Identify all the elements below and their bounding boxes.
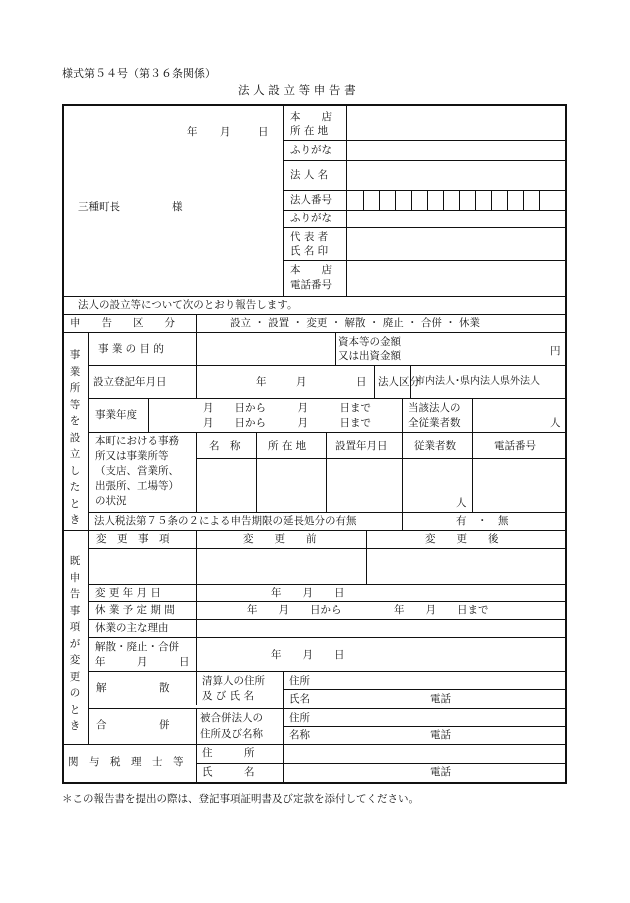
fiscal-year-line-2: 月 日から 月 日まで: [203, 417, 371, 429]
col-name: 名 称: [209, 440, 241, 452]
col-phone: 電話番号: [494, 440, 536, 452]
corp-class-label: 法人区分: [378, 376, 420, 388]
date-day: 日: [258, 126, 269, 138]
accountant-phone: 電話: [430, 766, 451, 778]
fiscal-year-label: 事業年度: [95, 409, 137, 421]
addressee: 三種町長: [78, 201, 120, 213]
col-location: 所 在 地: [268, 440, 307, 452]
merged-address: 住所: [289, 712, 310, 724]
liquidator-phone: 電話: [430, 693, 451, 705]
suspend-period-value: 年 月 日から 年 月 日まで: [247, 604, 489, 616]
form-id: 様式第５４号（第３６条関係）: [62, 67, 216, 80]
office-label-line-3: （支店、営業所、: [95, 465, 179, 477]
change-after-label: 変 更 後: [425, 533, 499, 545]
merger-label: 合 併: [96, 719, 170, 731]
suspend-period-label: 休 業 予 定 期 間: [95, 604, 175, 616]
establish-side-label: 事業所等を設立したとき: [69, 349, 81, 526]
category-options[interactable]: 設立 ・ 設置 ・ 変更 ・ 解散 ・ 廃止 ・ 合併 ・ 休業: [230, 317, 481, 329]
extension-label: 法人税法第７５条の２による申告期限の延長処分の有無: [94, 515, 357, 527]
sama: 様: [172, 201, 183, 213]
reg-day: 日: [356, 376, 367, 388]
liquidator-label-1: 清算人の住所: [202, 675, 265, 687]
dissolution-label: 解 散: [96, 682, 170, 694]
accountant-address-label: 住 所: [202, 747, 255, 759]
col-established: 設置年月日: [335, 440, 388, 452]
hq-address-label-2: 所 在 地: [290, 125, 329, 137]
change-date-value: 年 月 日: [271, 587, 345, 599]
liquidator-name: 氏名: [289, 693, 310, 705]
change-item-label: 変 更 事 項: [96, 533, 170, 545]
hq-phone-label-2: 電話番号: [290, 279, 332, 291]
registration-date-label: 設立登記年月日: [93, 376, 167, 388]
furigana-label: ふりがな: [290, 144, 332, 156]
category-label: 申 告 区 分: [70, 317, 175, 329]
office-label-line-5: の状況: [95, 495, 127, 507]
fiscal-year-line-1: 月 日から 月 日まで: [203, 402, 371, 414]
business-purpose-label: 事 業 の 目 的: [98, 343, 164, 355]
changes-side-label: 既申告事項が変更のとき: [69, 555, 81, 732]
liquidator-address: 住所: [289, 675, 310, 687]
office-label-line-1: 本町における事務: [95, 435, 179, 447]
employees-total-label-2: 全従業者数: [408, 417, 461, 429]
col-employees: 従業者数: [414, 440, 456, 452]
corp-name-label: 法 人 名: [290, 169, 329, 181]
extension-options[interactable]: 有 ・ 無: [456, 515, 509, 527]
merged-label-1: 被合併法人の: [200, 712, 263, 724]
hq-phone-label-1: 本 店: [290, 264, 332, 276]
hq-address-label-1: 本 店: [290, 111, 332, 123]
representative-label-2: 氏 名 印: [290, 245, 329, 257]
merged-phone: 電話: [430, 729, 451, 741]
reg-month: 月: [296, 376, 307, 388]
change-date-label: 変 更 年 月 日: [95, 587, 161, 599]
office-label-line-2: 所又は事業所等: [95, 450, 169, 462]
capital-yen: 円: [550, 345, 561, 357]
accountant-name-label: 氏 名: [202, 766, 255, 778]
accountant-label: 関 与 税 理 士 等: [68, 756, 184, 768]
capital-label-1: 資本等の金額: [338, 336, 401, 348]
representative-label-1: 代 表 者: [290, 231, 329, 243]
reg-year: 年: [256, 376, 267, 388]
office-label-line-4: 出張所、工場等）: [95, 480, 179, 492]
suspend-reason-label: 休業の主な理由: [95, 622, 169, 634]
capital-label-2: 又は出資金額: [338, 350, 401, 362]
corp-class-options[interactable]: 市内法人･県内法人県外法人: [415, 376, 540, 387]
date-year: 年: [187, 126, 198, 138]
dissolve-date-value: 年 月 日: [271, 649, 345, 661]
furigana2-label: ふりがな: [290, 212, 332, 224]
date-month: 月: [220, 126, 231, 138]
merged-corp-name: 名称: [289, 729, 310, 741]
change-before-label: 変 更 前: [243, 533, 317, 545]
corp-number-label: 法人番号: [290, 194, 332, 206]
employees-total-nin: 人: [550, 417, 561, 429]
dissolve-date-label-2: 年 月 日: [95, 656, 190, 668]
liquidator-label-2: 及 び 氏 名: [202, 690, 255, 702]
merged-label-2: 住所及び名称: [200, 728, 263, 740]
document-title: 法 人 設 立 等 申 告 書: [238, 83, 356, 97]
dissolve-date-label-1: 解散・廃止・合併: [95, 641, 179, 653]
office-nin: 人: [456, 497, 467, 509]
employees-total-label-1: 当該法人の: [408, 402, 461, 414]
intro-text: 法人の設立等について次のとおり報告します。: [78, 299, 298, 311]
footnote: ＊この報告書を提出の際は、登記事項証明書及び定款を添付してください。: [62, 793, 419, 805]
